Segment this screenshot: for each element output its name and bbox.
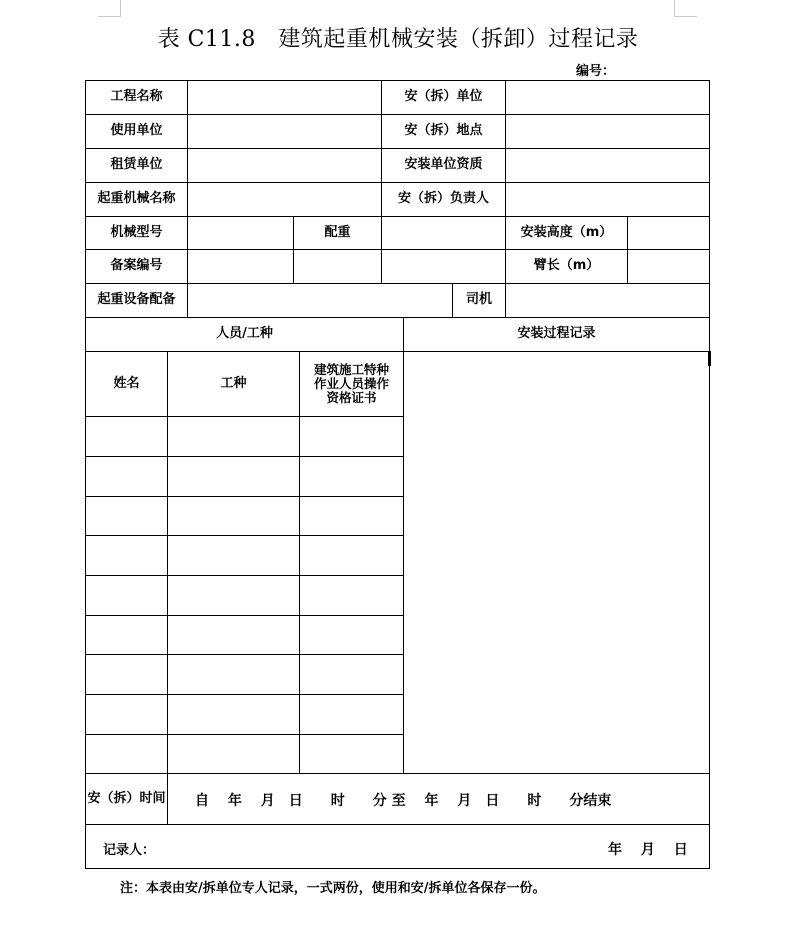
- text-cursor: [708, 351, 711, 366]
- label-install-site: 安（拆）地点: [381, 114, 506, 149]
- col-cert-header: 建筑施工特种作业人员操作资格证书: [299, 351, 404, 417]
- person-name-cell[interactable]: [85, 535, 168, 576]
- label-machine-model: 机械型号: [85, 216, 188, 250]
- person-name-cell[interactable]: [85, 456, 168, 497]
- install-height-field[interactable]: [627, 216, 710, 250]
- person-trade-cell[interactable]: [167, 416, 300, 457]
- label-record-no: 备案编号: [85, 249, 188, 284]
- person-cert-cell[interactable]: [299, 734, 404, 774]
- person-cert-cell[interactable]: [299, 456, 404, 497]
- serial-number-label: 编号：: [576, 64, 616, 79]
- record-no-field-3[interactable]: [381, 249, 506, 284]
- process-record-field[interactable]: [403, 351, 710, 774]
- label-install-height: 安装高度（m）: [505, 216, 628, 250]
- install-unit-field[interactable]: [505, 80, 710, 115]
- person-trade-cell[interactable]: [167, 734, 300, 774]
- lease-unit-field[interactable]: [187, 148, 382, 183]
- label-install-leader: 安（拆）负责人: [381, 182, 506, 217]
- person-name-cell[interactable]: [85, 654, 168, 695]
- label-arm-length: 臂长（m）: [505, 249, 628, 284]
- page-corner-mark: [674, 0, 697, 17]
- driver-field[interactable]: [505, 283, 710, 318]
- person-cert-cell[interactable]: [299, 654, 404, 695]
- page-title: 表 C11.8 建筑起重机械安装（拆卸）过程记录: [157, 27, 639, 52]
- recorder-label: 记录人：: [103, 843, 156, 858]
- counterweight-field[interactable]: [381, 216, 506, 250]
- person-name-cell[interactable]: [85, 694, 168, 735]
- person-cert-cell[interactable]: [299, 615, 404, 655]
- person-cert-cell[interactable]: [299, 496, 404, 536]
- person-name-cell[interactable]: [85, 615, 168, 655]
- person-name-cell[interactable]: [85, 416, 168, 457]
- arm-length-field[interactable]: [627, 249, 710, 284]
- person-trade-cell[interactable]: [167, 456, 300, 497]
- record-no-field-2[interactable]: [293, 249, 382, 284]
- user-unit-field[interactable]: [187, 114, 382, 149]
- person-name-cell[interactable]: [85, 575, 168, 616]
- label-install-unit: 安（拆）单位: [381, 80, 506, 115]
- page-corner-mark: [98, 0, 121, 17]
- process-record-header: 安装过程记录: [403, 317, 710, 352]
- person-cert-cell[interactable]: [299, 575, 404, 616]
- machine-model-field[interactable]: [187, 216, 294, 250]
- label-counterweight: 配重: [293, 216, 382, 250]
- lifting-equipment-field[interactable]: [187, 283, 453, 318]
- install-site-field[interactable]: [505, 114, 710, 149]
- person-name-cell[interactable]: [85, 496, 168, 536]
- person-cert-cell[interactable]: [299, 416, 404, 457]
- col-trade-header: 工种: [167, 351, 300, 417]
- label-project-name: 工程名称: [85, 80, 188, 115]
- person-trade-cell[interactable]: [167, 496, 300, 536]
- person-cert-cell[interactable]: [299, 694, 404, 735]
- install-qualification-field[interactable]: [505, 148, 710, 183]
- label-driver: 司机: [452, 283, 506, 318]
- label-install-qualification: 安装单位资质: [381, 148, 506, 183]
- label-lease-unit: 租赁单位: [85, 148, 188, 183]
- person-cert-cell[interactable]: [299, 535, 404, 576]
- personnel-header: 人员/工种: [85, 317, 404, 352]
- machine-name-field[interactable]: [187, 182, 382, 217]
- person-trade-cell[interactable]: [167, 654, 300, 695]
- label-lifting-equipment: 起重设备配备: [85, 283, 188, 318]
- project-name-field[interactable]: [187, 80, 382, 115]
- recorder-date: 年 月 日: [608, 842, 688, 858]
- install-time-text: 自 年 月 日 时 分 至 年 月 日 时 分结束: [195, 793, 612, 809]
- person-name-cell[interactable]: [85, 734, 168, 774]
- person-trade-cell[interactable]: [167, 535, 300, 576]
- person-trade-cell[interactable]: [167, 694, 300, 735]
- install-leader-field[interactable]: [505, 182, 710, 217]
- record-no-field[interactable]: [187, 249, 294, 284]
- label-machine-name: 起重机械名称: [85, 182, 188, 217]
- label-user-unit: 使用单位: [85, 114, 188, 149]
- label-install-time: 安（拆）时间: [85, 773, 168, 825]
- person-trade-cell[interactable]: [167, 575, 300, 616]
- person-trade-cell[interactable]: [167, 615, 300, 655]
- col-name-header: 姓名: [85, 351, 168, 417]
- footnote: 注：本表由安/拆单位专人记录，一式两份，使用和安/拆单位各保存一份。: [120, 881, 546, 896]
